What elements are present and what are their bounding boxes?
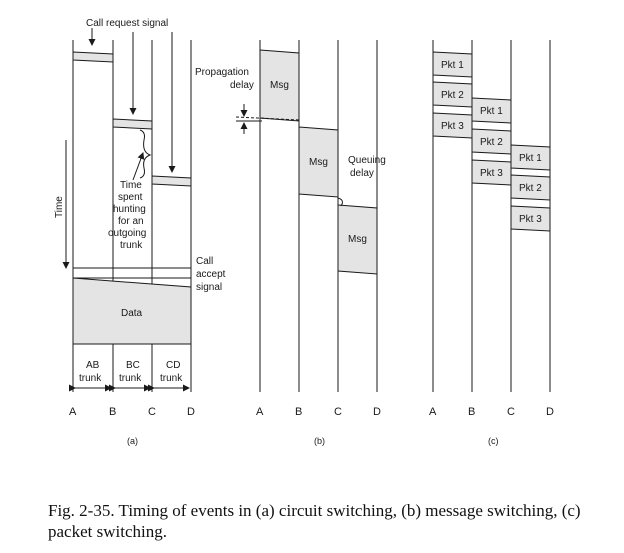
- node-b-label-a: B: [109, 406, 117, 418]
- figure-caption: Fig. 2-35. Timing of events in (a) circuit switching, (b) message switching, (c) packet switching.: [48, 501, 581, 541]
- queuing-line-2: delay: [350, 168, 374, 179]
- panel-c-caption: (c): [488, 436, 499, 446]
- propagation-line-2: delay: [230, 80, 254, 91]
- call-accept-line-2: accept: [196, 269, 226, 280]
- node-b-label-b: B: [295, 406, 303, 418]
- time-spent-line-6: trunk: [120, 240, 143, 251]
- propagation-line-1: Propagation: [195, 67, 249, 78]
- node-a-label-a: A: [69, 406, 77, 418]
- trunk-ab-word: trunk: [79, 373, 102, 384]
- node-b-label-c: B: [468, 406, 476, 418]
- msg-label-3: Msg: [348, 234, 367, 245]
- call-accept-line-3: signal: [196, 282, 223, 293]
- trunk-bc-name: BC: [126, 360, 140, 371]
- pkt3-bc-label: Pkt 3: [480, 168, 503, 179]
- node-c-label-b: C: [334, 406, 342, 418]
- pkt2-cd-label: Pkt 2: [519, 183, 542, 194]
- trunk-bc-word: trunk: [119, 373, 142, 384]
- time-spent-line-4: for an: [118, 216, 144, 227]
- pkt1-ab-label: Pkt 1: [441, 60, 464, 71]
- node-d-label-a: D: [187, 406, 195, 418]
- pkt2-bc-label: Pkt 2: [480, 137, 503, 148]
- pkt1-cd-label: Pkt 1: [519, 153, 542, 164]
- call-request-label: Call request signal: [86, 18, 169, 29]
- panel-a-caption: (a): [127, 436, 138, 446]
- pkt3-ab-label: Pkt 3: [441, 121, 464, 132]
- trunk-cd-word: trunk: [160, 373, 183, 384]
- node-c-label-c: C: [507, 406, 515, 418]
- node-c-label-a: C: [148, 406, 156, 418]
- node-a-label-c: A: [429, 406, 437, 418]
- pkt2-ab-label: Pkt 2: [441, 90, 464, 101]
- node-a-label-b: A: [256, 406, 264, 418]
- trunk-cd-name: CD: [166, 360, 181, 371]
- panel-b-caption: (b): [314, 436, 325, 446]
- panel-b-message-switching: [236, 40, 377, 392]
- time-spent-line-2: spent: [118, 192, 143, 203]
- time-spent-line-5: outgoing: [108, 228, 147, 239]
- pkt3-cd-label: Pkt 3: [519, 214, 542, 225]
- pkt1-bc-label: Pkt 1: [480, 106, 503, 117]
- call-request-bc: [113, 119, 152, 129]
- trunk-ab-name: AB: [86, 360, 100, 371]
- msg-label-2: Msg: [309, 157, 328, 168]
- queuing-line-1: Queuing: [348, 155, 386, 166]
- call-request-ab: [73, 52, 113, 62]
- time-spent-line-1: Time: [120, 180, 142, 191]
- time-spent-line-3: hunting: [113, 204, 146, 215]
- call-accept-line-1: Call: [196, 256, 214, 267]
- node-d-label-c: D: [546, 406, 554, 418]
- call-request-cd: [152, 176, 191, 186]
- data-label: Data: [121, 308, 143, 319]
- time-label: Time: [54, 196, 65, 218]
- node-d-label-b: D: [373, 406, 381, 418]
- msg-label-1: Msg: [270, 80, 289, 91]
